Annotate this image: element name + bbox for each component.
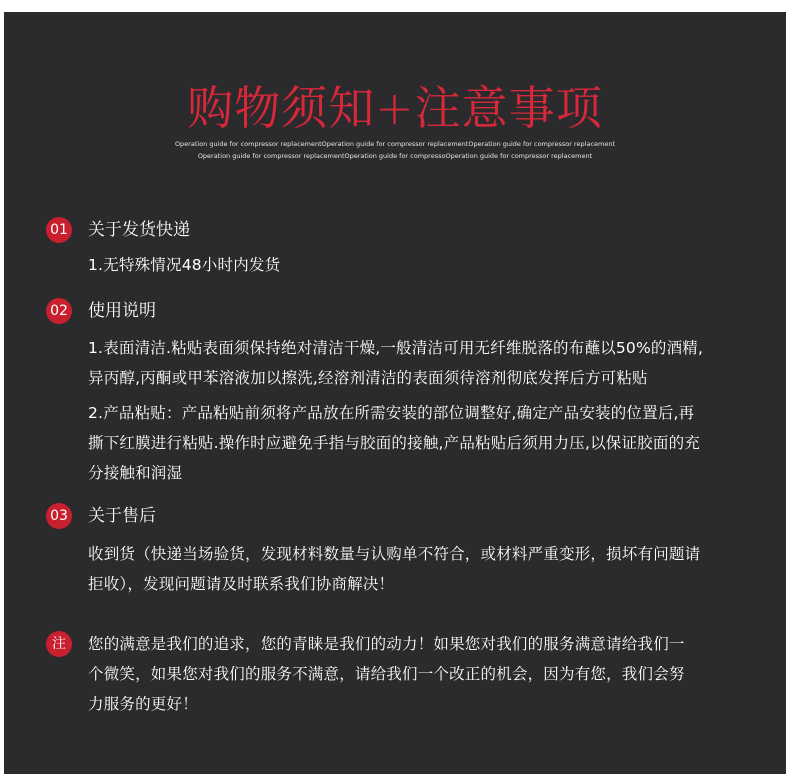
section-number-badge: 01: [46, 217, 72, 243]
section-usage-paragraph-2: 2.产品粘贴：产品粘贴前须将产品放在所需安装的部位调整好,确定产品安装的位置后,再撕下红膜进行粘贴.操作时应避免手指与胶面的接触,产品粘贴后须用力压,以保证胶面的充分接触和润湿: [88, 404, 700, 482]
section-title-after-sales: 关于售后: [88, 506, 156, 526]
section-shipping-paragraph: 1.无特殊情况48小时内发货: [88, 256, 281, 274]
note-badge: 注: [46, 631, 72, 657]
section-after-sales-paragraph: 收到货（快递当场验货，发现材料数量与认购单不符合，或材料严重变形，损坏有问题请拒收），发现问题请及时联系我们协商解决！: [88, 545, 701, 593]
note-paragraph: 您的满意是我们的追求，您的青睐是我们的动力！如果您对我们的服务满意请给我们一个微笑，如果您对我们的服务不满意，请给我们一个改正的机会，因为有您，我们会努力服务的更好！: [88, 635, 685, 713]
section-usage-paragraph-1: 1.表面清洁.粘贴表面须保持绝对清洁干燥,一般清洁可用无纤维脱落的布蘸以50%的酒精,异丙醇,丙酮或甲苯溶液加以擦洗,经溶剂清洁的表面须待溶剂彻底发挥后方可粘贴: [88, 339, 704, 387]
section-title-shipping: 关于发货快递: [88, 220, 190, 240]
section-number-badge: 02: [46, 298, 72, 324]
section-number-badge: 03: [46, 503, 72, 529]
page-subtitle-line-2: Operation guide for compressor replacementOperation guide for compressoOperation guide for compressor replacement: [197, 152, 593, 160]
shopping-notice-panel: [4, 12, 786, 774]
page-subtitle-line-1: Operation guide for compressor replacementOperation guide for compressor replacementOperation guide for compressor replacement: [174, 140, 616, 148]
section-title-usage: 使用说明: [88, 301, 156, 321]
page-title: 购物须知+注意事项: [187, 81, 603, 135]
